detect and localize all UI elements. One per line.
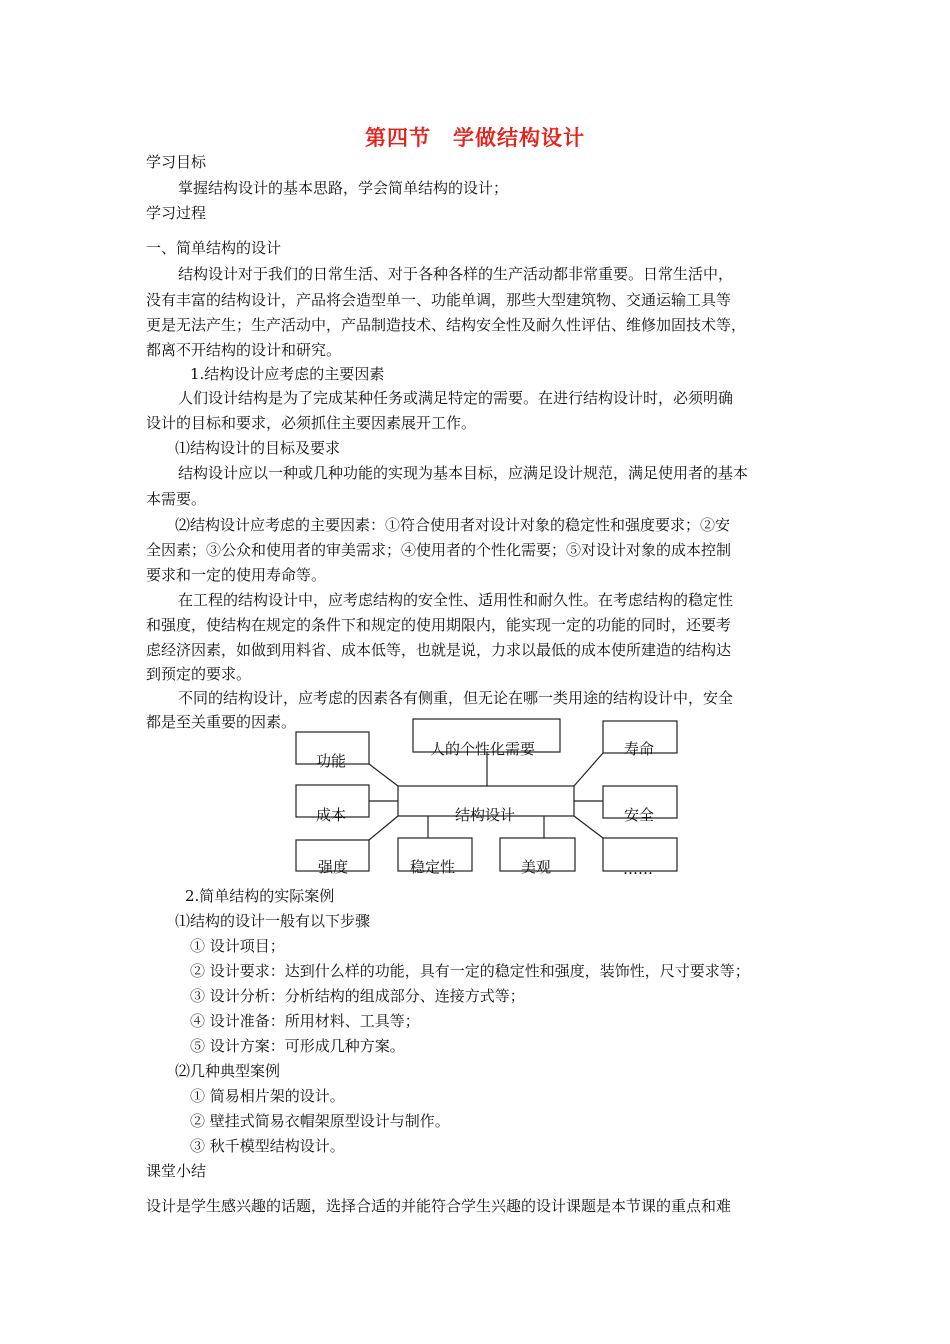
list-item: ① 简易相片架的设计。 bbox=[190, 1087, 345, 1105]
label-more: …… bbox=[623, 860, 653, 878]
list-item: ③ 设计分析：分析结构的组成部分、连接方式等； bbox=[190, 987, 525, 1005]
list-item: ④ 设计准备：所用材料、工具等； bbox=[190, 1012, 420, 1030]
paragraph: 都离不开结构的设计和研究。 bbox=[146, 341, 342, 359]
paragraph: 结构设计对于我们的日常生活、对于各种各样的生产活动都非常重要。日常生活中， bbox=[178, 265, 734, 283]
subheading: 1.结构设计应考虑的主要因素 bbox=[190, 365, 385, 383]
label-function: 功能 bbox=[316, 752, 347, 770]
paragraph: 都是至关重要的因素。 bbox=[146, 713, 297, 731]
paragraph: 虑经济因素，如做到用料省、成本低等，也就是说，力求以最低的成本使所建造的结构达 bbox=[146, 641, 732, 659]
paragraph: 掌握结构设计的基本思路，学会简单结构的设计； bbox=[178, 179, 509, 197]
label-strength: 强度 bbox=[318, 858, 349, 876]
paragraph: 没有丰富的结构设计，产品将会造型单一、功能单调，那些大型建筑物、交通运输工具等 bbox=[146, 291, 732, 309]
subheading: 2.简单结构的实际案例 bbox=[185, 887, 335, 905]
heading-summary: 课堂小结 bbox=[146, 1162, 207, 1180]
paragraph: 到预定的要求。 bbox=[146, 665, 252, 683]
paragraph: 更是无法产生；生产活动中，产品制造技术、结构安全性及耐久性评估、维修加固技术等， bbox=[146, 316, 747, 334]
paragraph: 和强度，使结构在规定的条件下和规定的使用期限内，能实现一定的功能的同时，还要考 bbox=[146, 616, 732, 634]
paragraph: 在工程的结构设计中，应考虑结构的安全性、适用性和耐久性。在考虑结构的稳定性 bbox=[178, 591, 734, 609]
list-item: ③ 秋千模型结构设计。 bbox=[190, 1137, 345, 1155]
label-beauty: 美观 bbox=[521, 858, 552, 876]
label-stability: 稳定性 bbox=[410, 858, 456, 876]
paragraph: 要求和一定的使用寿命等。 bbox=[146, 566, 327, 584]
subheading: ⑴结构设计的目标及要求 bbox=[175, 439, 341, 457]
paragraph: 全因素；③公众和使用者的审美需求；④使用者的个性化需要；⑤对设计对象的成本控制 bbox=[146, 541, 732, 559]
list-item: ⑤ 设计方案：可形成几种方案。 bbox=[190, 1037, 405, 1055]
list-item: ① 设计项目； bbox=[190, 937, 285, 955]
paragraph: 设计的目标和要求，必须抓住主要因素展开工作。 bbox=[146, 414, 477, 432]
section-heading: 一、简单结构的设计 bbox=[146, 239, 282, 257]
paragraph: 本需要。 bbox=[146, 490, 207, 508]
heading-learning-goals: 学习目标 bbox=[146, 153, 207, 171]
list-item: ② 设计要求：达到什么样的功能，具有一定的稳定性和强度，装饰性，尺寸要求等； bbox=[190, 962, 750, 980]
paragraph: 设计是学生感兴趣的话题，选择合适的并能符合学生兴趣的设计课题是本节课的重点和难 bbox=[146, 1197, 732, 1215]
heading-learning-process: 学习过程 bbox=[146, 204, 207, 222]
paragraph: 不同的结构设计，应考虑的因素各有侧重，但无论在哪一类用途的结构设计中，安全 bbox=[178, 689, 734, 707]
paragraph: 人们设计结构是为了完成某种任务或满足特定的需要。在进行结构设计时，必须明确 bbox=[178, 389, 734, 407]
list-item: ② 壁挂式简易衣帽架原型设计与制作。 bbox=[190, 1112, 450, 1130]
label-center: 结构设计 bbox=[455, 806, 516, 824]
label-safety: 安全 bbox=[624, 806, 655, 824]
paragraph: ⑵结构设计应考虑的主要因素：①符合使用者对设计对象的稳定性和强度要求；②安 bbox=[175, 516, 731, 534]
subheading: ⑵几种典型案例 bbox=[175, 1062, 281, 1080]
paragraph: 结构设计应以一种或几种功能的实现为基本目标，应满足设计规范，满足使用者的基本 bbox=[178, 464, 749, 482]
label-life: 寿命 bbox=[624, 740, 655, 758]
label-cost: 成本 bbox=[316, 806, 347, 824]
page-title: 第四节 学做结构设计 bbox=[365, 126, 585, 150]
label-top: 人的个性化需要 bbox=[430, 740, 536, 758]
subheading: ⑴结构的设计一般有以下步骤 bbox=[175, 912, 371, 930]
